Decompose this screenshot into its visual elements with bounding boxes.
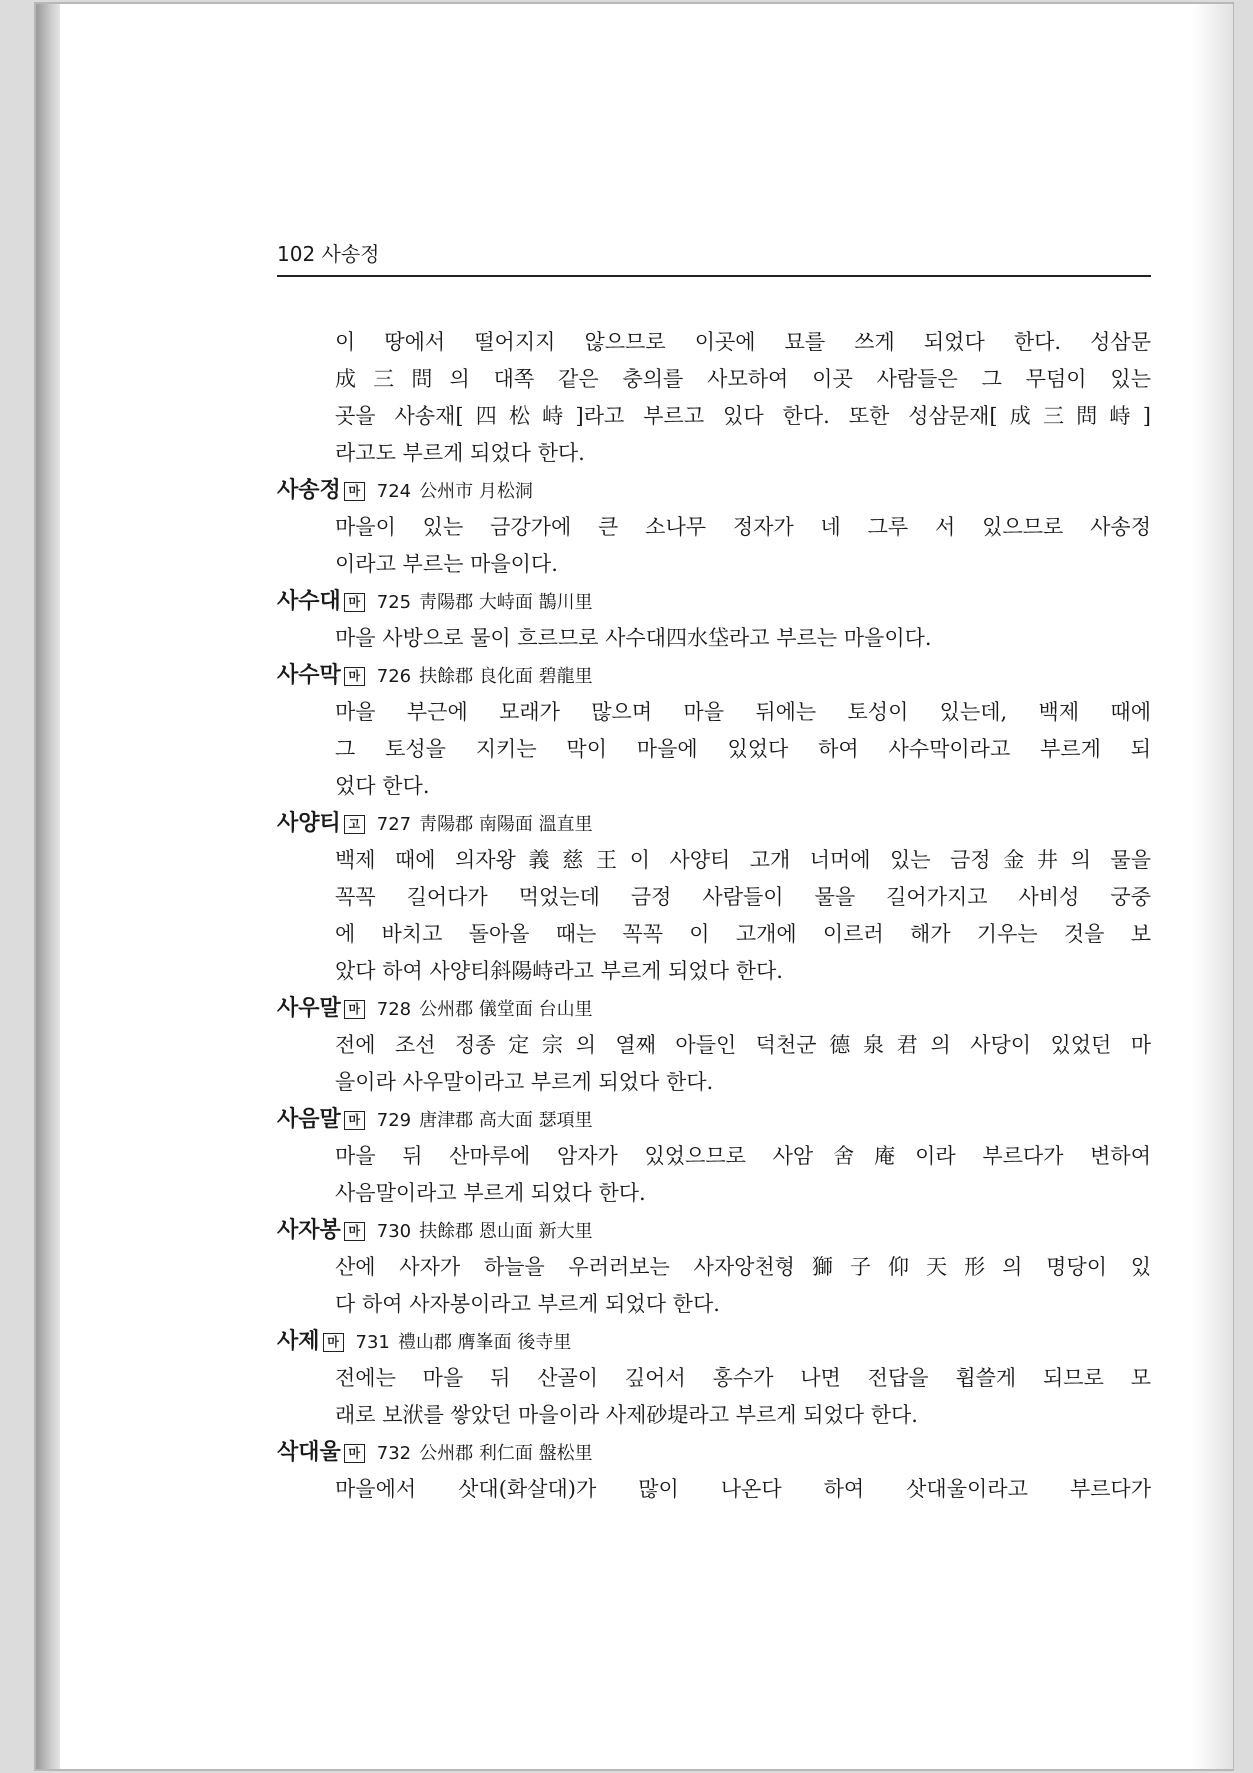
entry-type-tag: 마 (344, 1222, 365, 1241)
entry-type-tag: 마 (344, 1000, 365, 1019)
entry-number: 726 (376, 666, 412, 687)
entry-text-line: 었다 한다. (335, 774, 430, 798)
entry-type-tag: 마 (344, 667, 365, 686)
entry-text-line: 마을 부근에 모래가 많으며 마을 뒤에는 토성이 있는데, 백제 때에 (335, 700, 1151, 724)
entry-location: 唐津郡 高大面 瑟項里 (419, 1110, 593, 1131)
entry-headword: 삭대울 (277, 1440, 341, 1465)
entry-number: 724 (376, 481, 412, 502)
entry-text-line: 그 토성을 지키는 막이 마을에 있었다 하여 사수막이라고 부르게 되 (335, 737, 1151, 761)
entry-text-line: 마을이 있는 금강가에 큰 소나무 정자가 네 그루 서 있으므로 사송정 (335, 515, 1151, 539)
entry-header (277, 583, 1151, 620)
entry-text-line: 았다 하여 사양티斜陽峙라고 부르게 되었다 한다. (335, 959, 783, 983)
entry-location: 公州郡 利仁面 盤松里 (419, 1443, 593, 1464)
entry-number: 732 (376, 1443, 412, 1464)
entry-headword: 사우말 (277, 996, 341, 1021)
entry-headword: 사음말 (277, 1107, 341, 1132)
entry-headword: 사양티 (277, 811, 341, 836)
entry-type-tag: 마 (344, 482, 365, 501)
entry-text-line: 꼭꼭 길어다가 먹었는데 금정 사람들이 물을 길어가지고 사비성 궁중 (335, 885, 1151, 909)
entry-location: 禮山郡 膺峯面 後寺里 (397, 1332, 572, 1353)
entry-headword: 사수대 (277, 589, 341, 614)
entry-header (277, 990, 1151, 1027)
entry-text-line: 전에 조선 정종定宗의 열째 아들인 덕천군德泉君의 사당이 있었던 마 (335, 1033, 1151, 1057)
entry-text-line: 사음말이라고 부르게 되었다 한다. (335, 1181, 646, 1205)
entry-headword: 사자봉 (277, 1218, 341, 1243)
entry-text-line: 마을 뒤 산마루에 암자가 있었으므로 사암舍庵이라 부르다가 변하여 (335, 1144, 1151, 1168)
text-block (277, 324, 1151, 1508)
entry-text-line: 마을에서 삿대(화살대)가 많이 나온다 하여 삿대울이라고 부르다가 (335, 1477, 1151, 1501)
entry-text-line: 에 바치고 돌아올 때는 꼭꼭 이 고개에 이르러 해가 기우는 것을 보 (335, 922, 1151, 946)
continuation-line: 成三問의 대쪽 같은 충의를 사모하여 이곳 사람들은 그 무덤이 있는 (335, 367, 1151, 391)
book-page (60, 4, 1233, 1769)
entry-location: 扶餘郡 良化面 碧龍里 (419, 666, 593, 687)
entry-text-line: 산에 사자가 하늘을 우러러보는 사자앙천형獅子仰天形의 명당이 있 (335, 1255, 1151, 1279)
entry-location: 扶餘郡 恩山面 新大里 (419, 1221, 593, 1242)
entry-text-line: 을이라 사우말이라고 부르게 되었다 한다. (335, 1070, 714, 1094)
entry-text-line: 다 하여 사자봉이라고 부르게 되었다 한다. (335, 1292, 720, 1316)
entry-text-line: 백제 때에 의자왕義慈王이 사양티 고개 너머에 있는 금정金井의 물을 (335, 848, 1151, 872)
continuation-line: 곳을 사송재[四松峙]라고 부르고 있다 한다. 또한 성삼문재[成三問峙] (335, 404, 1151, 428)
header-rule (277, 275, 1151, 277)
entry-headword: 사제 (277, 1329, 320, 1354)
entry-number: 730 (376, 1221, 412, 1242)
entry-number: 728 (376, 999, 412, 1020)
entry-headword: 사송정 (277, 478, 341, 503)
entry-type-tag: 마 (323, 1333, 344, 1352)
entry-type-tag: 고 (344, 815, 365, 834)
page-right-fade (1193, 4, 1233, 1769)
entry-header (277, 657, 1151, 694)
entry-number: 727 (376, 814, 412, 835)
entry-headword: 사수막 (277, 663, 341, 688)
running-head: 102 사송정 (277, 242, 380, 266)
entry-location: 公州郡 儀堂面 台山里 (419, 999, 593, 1020)
entry-text-line: 래로 보洑를 쌓았던 마을이라 사제砂堤라고 부르게 되었다 한다. (335, 1403, 918, 1427)
entry-number: 725 (376, 592, 412, 613)
continuation-line: 이 땅에서 떨어지지 않으므로 이곳에 묘를 쓰게 되었다 한다. 성삼문 (335, 330, 1151, 354)
entry-number: 731 (355, 1332, 390, 1353)
entry-location: 公州市 月松洞 (419, 481, 533, 502)
entry-type-tag: 마 (344, 1444, 365, 1463)
entry-text-line: 전에는 마을 뒤 산골이 깊어서 홍수가 나면 전답을 휩쓸게 되므로 모 (335, 1366, 1151, 1390)
entry-text-line: 이라고 부르는 마을이다. (335, 552, 558, 576)
entry-header (277, 1323, 1151, 1360)
entry-header (277, 1101, 1151, 1138)
continuation-line: 라고도 부르게 되었다 한다. (335, 441, 585, 465)
entry-type-tag: 마 (344, 593, 365, 612)
entry-text-line: 마을 사방으로 물이 흐르므로 사수대四水垈라고 부르는 마을이다. (335, 626, 932, 650)
entry-number: 729 (376, 1110, 412, 1131)
entry-location: 靑陽郡 大峙面 鵲川里 (419, 592, 593, 613)
entry-type-tag: 마 (344, 1111, 365, 1130)
entry-header (277, 1212, 1151, 1249)
entry-header (277, 472, 1151, 509)
entry-location: 靑陽郡 南陽面 溫直里 (419, 814, 593, 835)
entry-header (277, 805, 1151, 842)
entry-header (277, 1434, 1151, 1471)
